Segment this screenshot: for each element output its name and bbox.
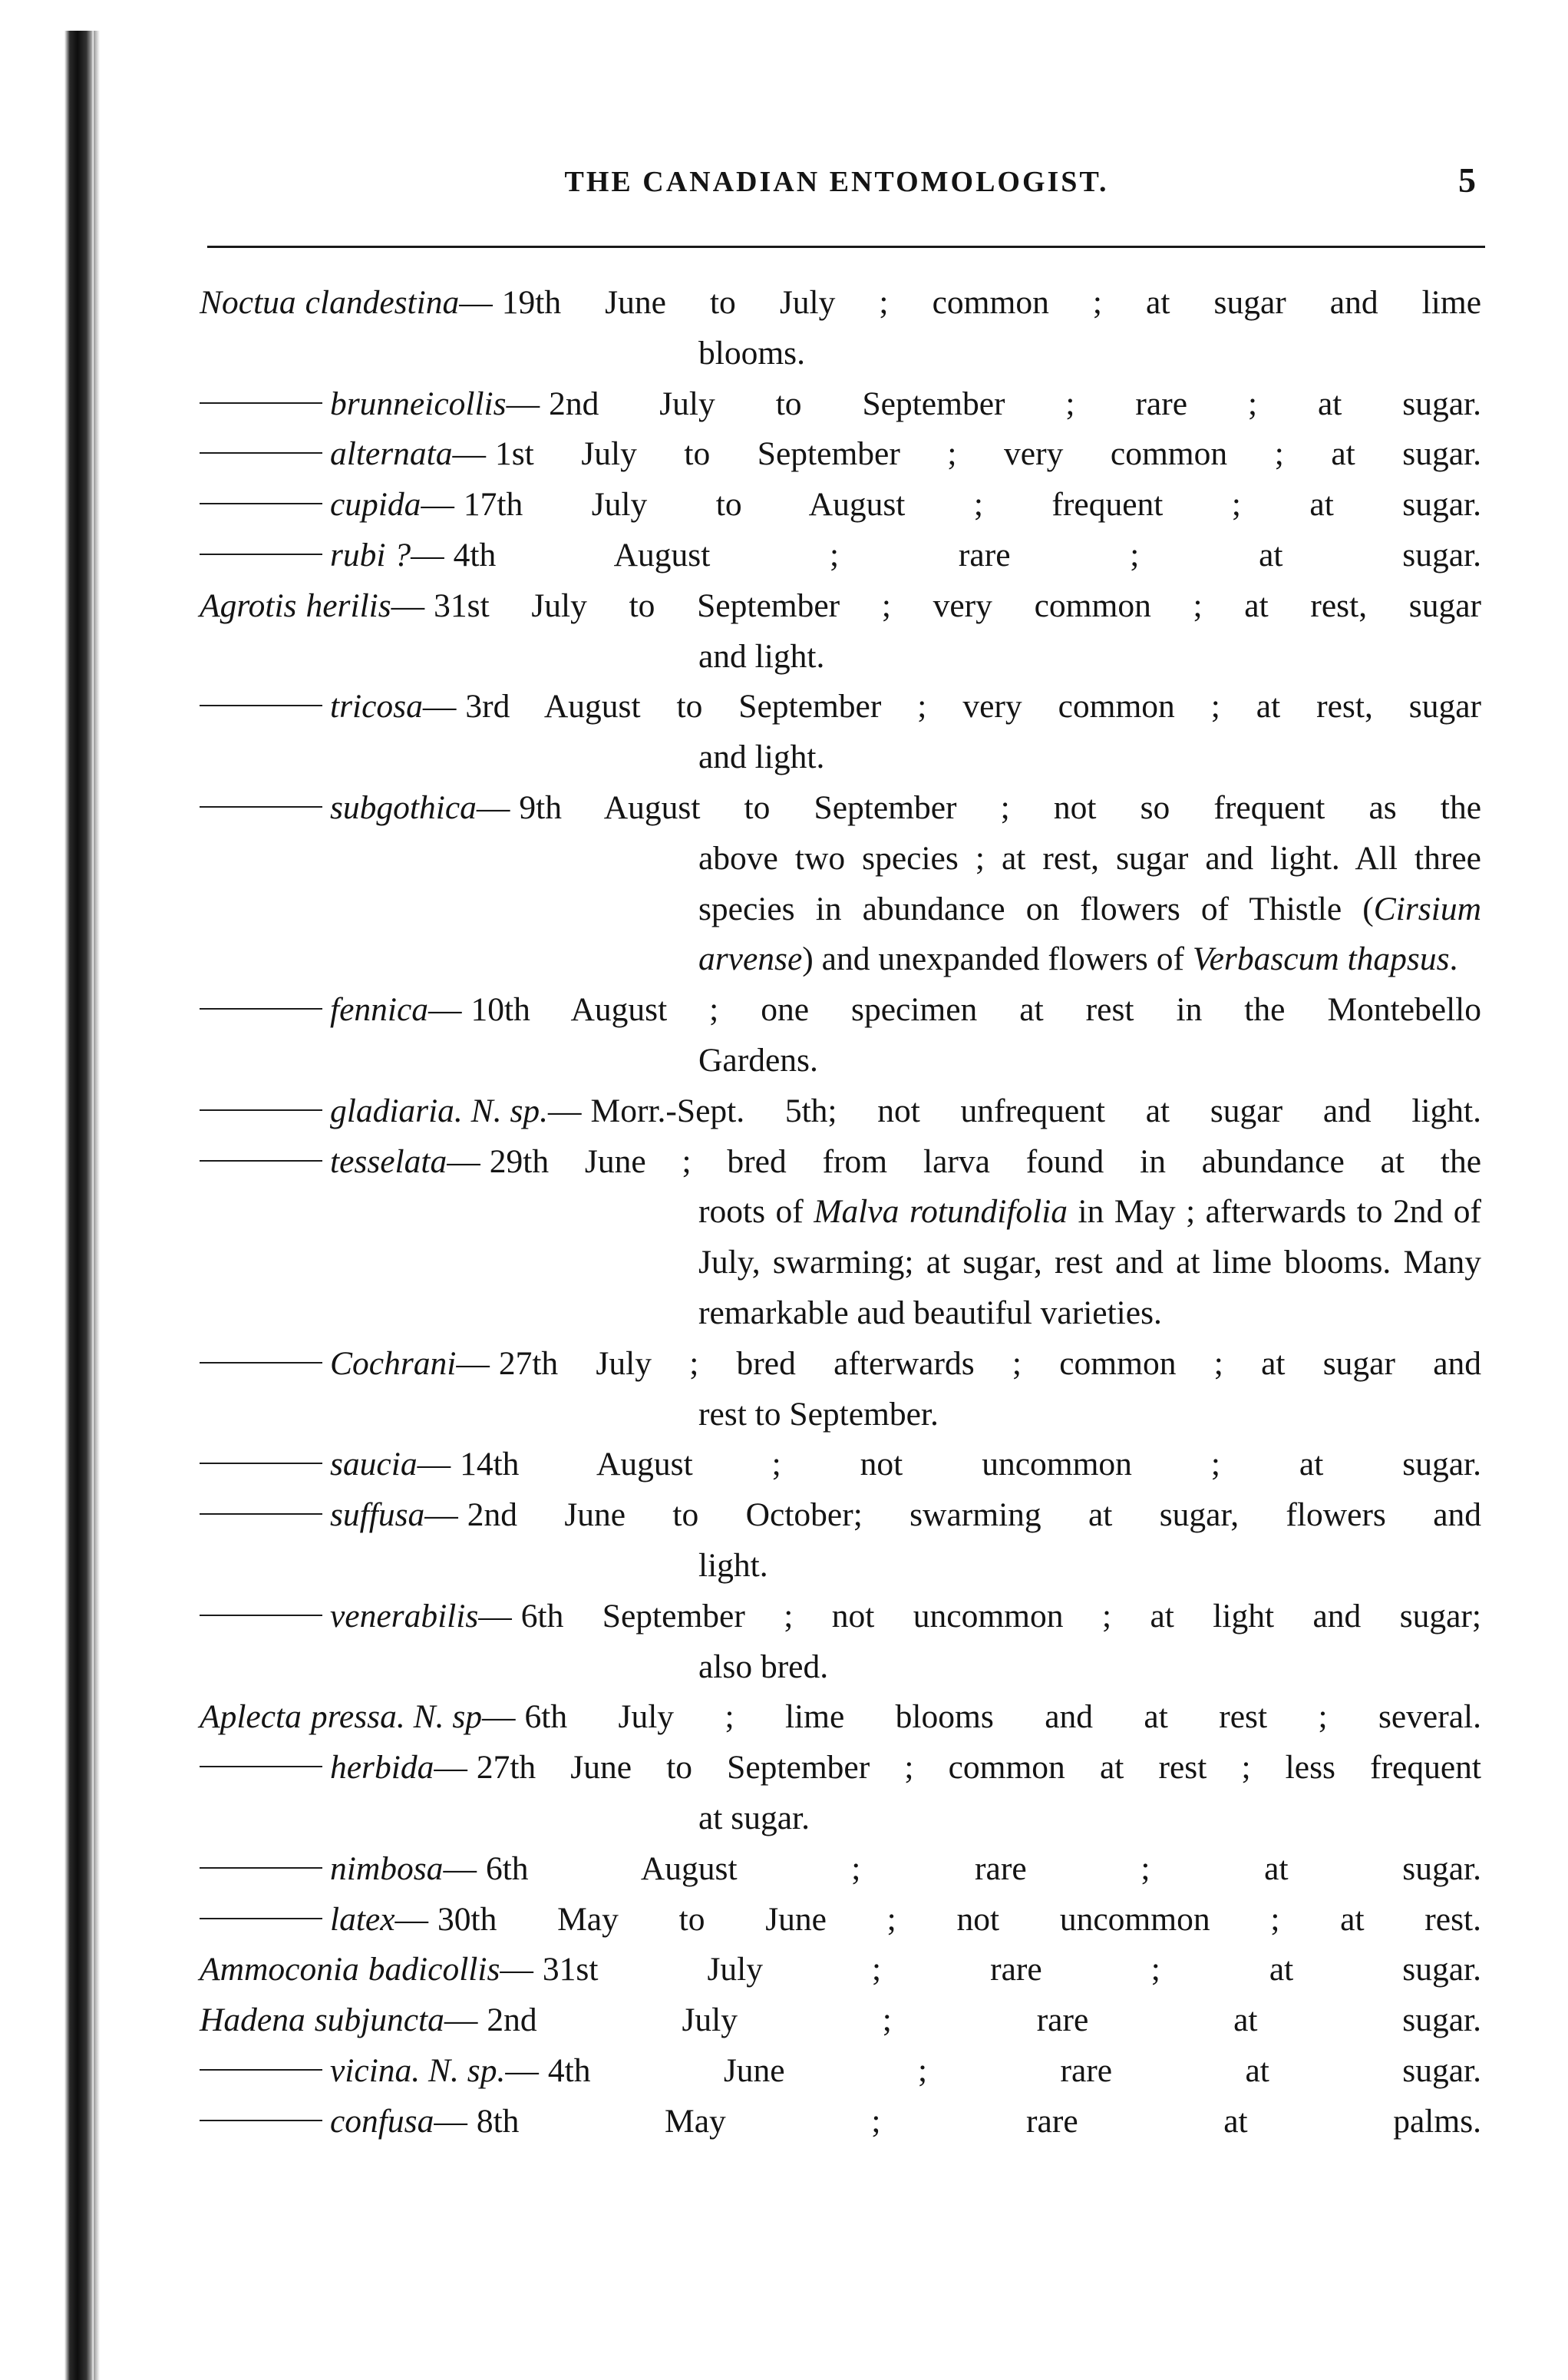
entry-text: 6th July ; lime blooms and at rest ; several. (524, 1698, 1481, 1736)
genus-name: Hadena (200, 2002, 305, 2039)
entry-first-line (0, 1692, 1481, 1743)
em-dash: — (417, 1446, 451, 1483)
entry-first-line (0, 480, 1481, 531)
species-name: pressa. N. sp (310, 1698, 483, 1736)
entry-first-line (0, 2097, 1481, 2147)
species-name: suffusa (330, 1496, 425, 1534)
species-entry (0, 985, 1481, 1086)
species-entry (0, 1490, 1481, 1592)
entry-first-text (434, 581, 1481, 632)
species-entry (0, 379, 1481, 430)
entry-text: 8th May ; rare at palms. (476, 2102, 1481, 2140)
running-title: THE CANADIAN ENTOMOLOGIST. (564, 166, 1109, 198)
entry-name (200, 1895, 428, 1945)
entry-first-text (543, 1945, 1481, 1995)
species-name: gladiaria. N. sp. (330, 1092, 549, 1129)
species-entry (0, 1895, 1481, 1945)
genus-name: Ammoconia (200, 1951, 359, 1988)
entry-continuation (698, 1036, 1481, 1086)
entry-first-line (0, 581, 1481, 632)
entry-text: 31st July to September ; very common ; at rest, sugar (434, 587, 1481, 624)
entry-first-text (454, 531, 1481, 581)
entry-name (200, 985, 462, 1036)
entry-name (200, 1844, 477, 1895)
em-dash: — (424, 1496, 458, 1534)
genus-name: Noctua (200, 284, 296, 321)
ditto-dash (200, 1867, 322, 1869)
species-entry (0, 1692, 1481, 1743)
entry-name (200, 278, 493, 329)
page-number: 5 (1458, 160, 1476, 200)
species-name: tricosa (330, 688, 423, 726)
entry-first-text (502, 278, 1481, 329)
species-entry (0, 581, 1481, 683)
entry-continuation (698, 1642, 1481, 1693)
entry-first-line (0, 783, 1481, 834)
species-entry (0, 480, 1481, 531)
ditto-dash (200, 1463, 322, 1464)
entry-first-line (0, 985, 1481, 1036)
entry-continuation (698, 632, 1481, 683)
entry-text: 4th June ; rare at sugar. (547, 2051, 1481, 2089)
entry-first-line (0, 429, 1481, 480)
entry-text: 4th August ; rare ; at sugar. (453, 536, 1481, 574)
species-name: herbida (330, 1749, 434, 1787)
entry-first-line (0, 1490, 1481, 1541)
em-dash: — (428, 991, 462, 1029)
em-dash: — (443, 1849, 477, 1887)
entry-name (200, 1592, 512, 1642)
entry-text: 29th June ; bred from larva found in abundance at the (489, 1142, 1481, 1180)
entry-text: 19th June to July ; common ; at sugar and lime (501, 284, 1481, 321)
ditto-dash (200, 503, 322, 504)
entry-first-line (0, 682, 1481, 732)
entry-text: and light. (698, 637, 825, 675)
entry-text: 9th August to September ; not so frequent as the (519, 788, 1481, 826)
em-dash: — (478, 1597, 512, 1635)
em-dash: — (411, 536, 444, 574)
entry-first-line (0, 1137, 1481, 1188)
species-name: cupida (330, 486, 421, 524)
entry-name (200, 783, 510, 834)
em-dash: — (482, 1698, 516, 1736)
entry-text: 2nd July to September ; rare ; at sugar. (549, 385, 1481, 422)
entry-text: Gardens. (698, 1041, 818, 1079)
entry-name (200, 429, 486, 480)
entry-continuation (698, 1793, 1481, 1844)
entry-first-line (0, 1945, 1481, 1995)
entry-name (200, 1692, 516, 1743)
genus-name: Agrotis (200, 587, 297, 624)
entry-continuation (698, 834, 1481, 985)
species-list (0, 278, 1568, 2147)
entry-continuation (698, 1187, 1481, 1338)
em-dash: — (476, 788, 510, 826)
entry-continuation (698, 1541, 1481, 1592)
ditto-dash (200, 1918, 322, 1919)
entry-continuation (698, 732, 1481, 783)
entry-first-line (0, 1592, 1481, 1642)
entry-first-text (465, 682, 1481, 732)
entry-name (200, 531, 444, 581)
species-entry (0, 2046, 1481, 2097)
entry-first-text (471, 985, 1481, 1036)
species-name: vicina. N. sp. (330, 2051, 506, 2089)
species-entry (0, 682, 1481, 783)
entry-name (200, 1086, 582, 1137)
species-name: venerabilis (330, 1597, 479, 1635)
species-entry (0, 429, 1481, 480)
entry-text: above two species ; at rest, sugar and light. All three species in abundance on flowers of Thistle (Cirsium arvense) and unexpanded flowers of Verbascum thapsus. (698, 839, 1481, 978)
ditto-dash (200, 1513, 322, 1515)
species-entry (0, 1995, 1481, 2046)
em-dash: — (506, 385, 540, 422)
em-dash: — (434, 1749, 467, 1787)
entry-first-text (548, 2046, 1481, 2097)
species-name: herilis (305, 587, 391, 624)
ditto-dash (200, 1615, 322, 1616)
entry-text: 6th August ; rare ; at sugar. (485, 1849, 1481, 1887)
species-name: saucia (330, 1446, 418, 1483)
species-entry (0, 1339, 1481, 1440)
em-dash: — (452, 435, 486, 473)
ditto-dash (200, 1109, 322, 1111)
entry-first-line (0, 379, 1481, 430)
ditto-dash (200, 1766, 322, 1767)
em-dash: — (434, 2102, 467, 2140)
ditto-dash (200, 554, 322, 555)
species-name: clandestina (305, 284, 460, 321)
ditto-dash (200, 705, 322, 706)
entry-text: 27th July ; bred afterwards ; common ; at sugar and (498, 1344, 1481, 1382)
entry-name (200, 581, 424, 632)
species-entry (0, 1743, 1481, 1844)
species-entry (0, 278, 1481, 379)
species-name: subgothica (330, 788, 477, 826)
entry-text: 14th August ; not uncommon ; at sugar. (460, 1446, 1481, 1483)
species-entry (0, 1440, 1481, 1490)
entry-text: 2nd July ; rare at sugar. (487, 2002, 1481, 2039)
entry-text: Morr.-Sept. 5th; not unfrequent at sugar and light. (590, 1092, 1481, 1129)
entry-first-text (477, 1743, 1481, 1793)
species-name: badicollis (368, 1951, 500, 1988)
entry-first-text (477, 2097, 1481, 2147)
entry-text: blooms. (698, 334, 805, 372)
entry-first-text (519, 783, 1481, 834)
entry-first-line (0, 1844, 1481, 1895)
entry-first-line (0, 2046, 1481, 2097)
entry-first-text (464, 480, 1481, 531)
entry-text: 6th September ; not uncommon ; at light and sugar; (520, 1597, 1481, 1635)
entry-first-text (525, 1692, 1481, 1743)
em-dash: — (447, 1142, 480, 1180)
header-rule (207, 246, 1485, 248)
em-dash: — (444, 2002, 478, 2039)
entry-first-text (486, 1844, 1481, 1895)
entry-first-text (467, 1490, 1481, 1541)
entry-name (200, 1137, 480, 1188)
ditto-dash (200, 1008, 322, 1010)
em-dash: — (391, 587, 425, 624)
em-dash: — (459, 284, 493, 321)
species-name: tesselata (330, 1142, 447, 1180)
entry-name (200, 1339, 490, 1390)
entry-text: at sugar. (698, 1799, 810, 1836)
species-name: Cochrani (330, 1344, 457, 1382)
entry-first-line (0, 1995, 1481, 2046)
entry-text: rest to September. (698, 1395, 939, 1433)
entry-first-text (549, 379, 1481, 430)
entry-continuation (698, 329, 1481, 379)
entry-name (200, 379, 540, 430)
entry-first-text (499, 1339, 1481, 1390)
species-name: nimbosa (330, 1849, 444, 1887)
species-entry (0, 1137, 1481, 1339)
ditto-dash (200, 806, 322, 808)
ditto-dash (200, 402, 322, 404)
entry-first-line (0, 1895, 1481, 1945)
em-dash: — (456, 1344, 490, 1382)
entry-name (200, 682, 456, 732)
ditto-dash (200, 1362, 322, 1364)
entry-first-line (0, 531, 1481, 581)
entry-text: 10th August ; one specimen at rest in the Montebello (470, 991, 1481, 1029)
genus-name: Aplecta (200, 1698, 302, 1736)
species-entry (0, 1086, 1481, 1137)
em-dash: — (394, 1900, 429, 1938)
entry-first-text (521, 1592, 1481, 1642)
entry-text: 2nd June to October; swarming at sugar, flowers and (467, 1496, 1481, 1534)
entry-name (200, 1995, 477, 2046)
em-dash: — (548, 1092, 582, 1129)
species-name: rubi ? (330, 536, 411, 574)
species-entry (0, 1592, 1481, 1693)
ditto-dash (200, 2069, 322, 2071)
species-entry (0, 1844, 1481, 1895)
entry-text: 1st July to September ; very common ; at sugar. (495, 435, 1481, 473)
entry-continuation (698, 1390, 1481, 1440)
entry-first-line (0, 1339, 1481, 1390)
entry-text: 31st July ; rare ; at sugar. (542, 1951, 1481, 1988)
entry-text: also bred. (698, 1648, 829, 1685)
species-name: brunneicollis (330, 385, 507, 422)
entry-name (200, 1945, 533, 1995)
species-entry (0, 2097, 1481, 2147)
entry-name (200, 2046, 539, 2097)
entry-text: 17th July to August ; frequent ; at sugar. (463, 486, 1481, 524)
entry-first-text (591, 1086, 1481, 1137)
entry-name (200, 1743, 467, 1793)
entry-name (200, 1440, 451, 1490)
ditto-dash (200, 1160, 322, 1162)
species-name: confusa (330, 2102, 434, 2140)
ditto-dash (200, 452, 322, 454)
entry-name (200, 480, 454, 531)
entry-text: and light. (698, 739, 825, 776)
entry-first-line (0, 1440, 1481, 1490)
ditto-dash (200, 2120, 322, 2121)
species-name: fennica (330, 991, 429, 1029)
species-name: alternata (330, 435, 453, 473)
em-dash: — (421, 486, 454, 524)
entry-text: 30th May to June ; not uncommon ; at rest. (437, 1900, 1481, 1938)
species-entry (0, 783, 1481, 985)
entry-first-line (0, 1086, 1481, 1137)
species-entry (0, 1945, 1481, 1995)
entry-text: light. (698, 1546, 768, 1584)
entry-text: 27th June to September ; common at rest ; less frequent (476, 1749, 1481, 1787)
em-dash: — (505, 2051, 539, 2089)
entry-text: roots of Malva rotundifolia in May ; afterwards to 2nd of July, swarming; at sugar, rest and at lime blooms. Many remarkable aud beautiful varieties. (698, 1193, 1481, 1331)
entry-first-text (495, 429, 1481, 480)
species-name: latex (330, 1900, 395, 1938)
entry-first-text (437, 1895, 1481, 1945)
entry-first-line (0, 1743, 1481, 1793)
em-dash: — (500, 1951, 533, 1988)
species-name: subjuncta (314, 2002, 444, 2039)
entry-first-text (460, 1440, 1481, 1490)
entry-text: 3rd August to September ; very common ; at rest, sugar (465, 688, 1481, 726)
entry-first-line (0, 278, 1481, 329)
entry-first-text (490, 1137, 1481, 1188)
species-entry (0, 531, 1481, 581)
entry-first-text (487, 1995, 1481, 2046)
entry-name (200, 1490, 458, 1541)
entry-name (200, 2097, 467, 2147)
em-dash: — (422, 688, 457, 726)
